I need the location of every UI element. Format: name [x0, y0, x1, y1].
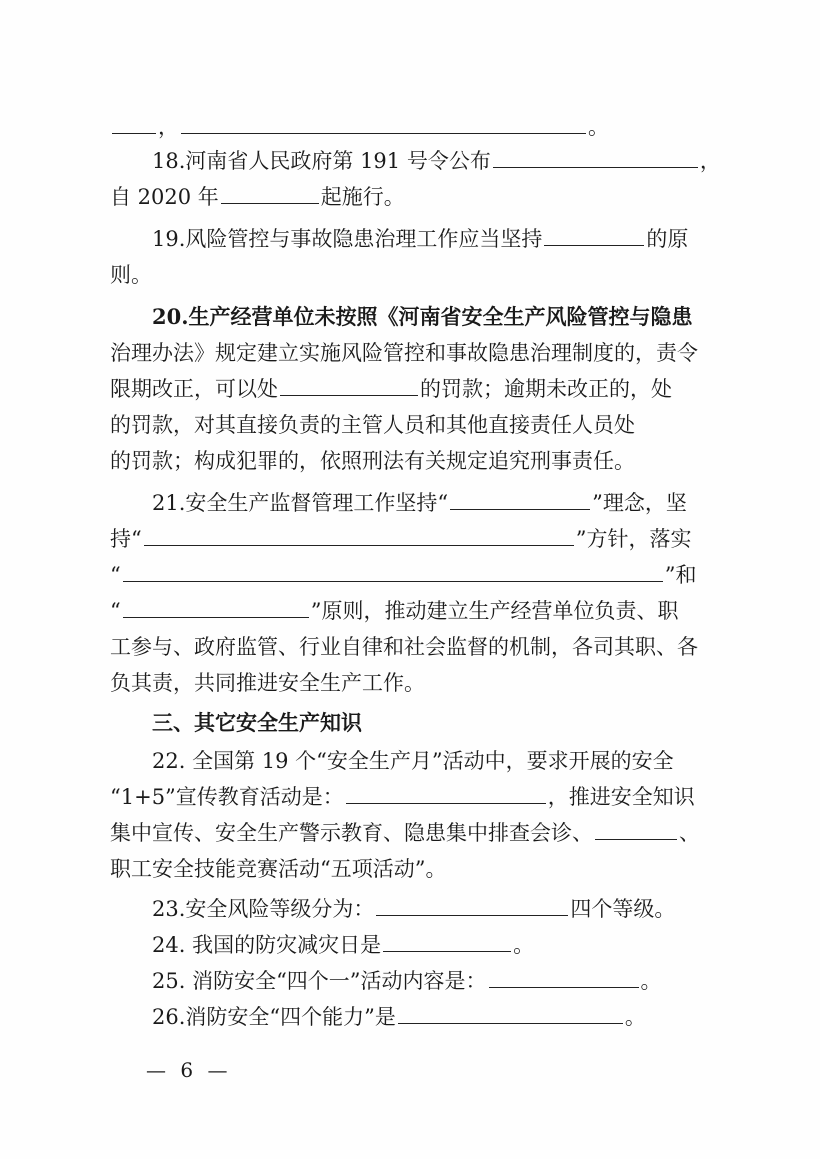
- question-text: ，: [699, 149, 721, 173]
- question-text: 工参与、政府监管、行业自律和社会监督的机制，各司其职、各: [110, 635, 698, 659]
- question-text: 。: [513, 933, 535, 957]
- page-number: — 6 —: [146, 1058, 232, 1082]
- question-18-line-1: [152, 142, 725, 180]
- question-21-line-4: [110, 592, 725, 630]
- question-text: 自 2020 年: [110, 185, 219, 209]
- question-20-line-5: [110, 442, 725, 480]
- punctuation: ，: [158, 115, 179, 139]
- question-text: ”和: [664, 563, 697, 587]
- question-text: 治理办法》规定建立实施风险管控和事故隐患治理制度的，责令: [110, 341, 698, 365]
- question-22-line-4: [110, 850, 725, 888]
- question-text: 18.河南省人民政府第 191 号令公布: [152, 149, 491, 173]
- question-20-line-2: [110, 334, 725, 372]
- question-text: “1+5”宣传教育活动是：: [110, 785, 344, 809]
- answer-blank[interactable]: [221, 179, 319, 204]
- question-18-line-2: [110, 178, 725, 216]
- answer-blank[interactable]: [450, 485, 590, 510]
- question-text: “: [110, 563, 121, 587]
- question-text: 20.生产经营单位未按照《河南省安全生产风险管控与隐患: [152, 304, 693, 329]
- question-text: 的罚款；构成犯罪的，依照刑法有关规定追究刑事责任。: [110, 449, 635, 473]
- section-title: 三、其它安全生产知识: [152, 711, 362, 735]
- answer-blank[interactable]: [346, 779, 546, 804]
- question-21-line-3: [110, 556, 725, 594]
- answer-blank[interactable]: [595, 815, 677, 840]
- question-text: 则。: [110, 263, 152, 287]
- question-text: 四个等级。: [570, 897, 676, 921]
- question-text: ，推进安全知识: [547, 785, 695, 809]
- question-text: 23.安全风险等级分为：: [152, 897, 375, 921]
- question-21-line-1: [152, 484, 725, 522]
- question-19-line-1: [152, 220, 725, 258]
- answer-blank[interactable]: [398, 999, 623, 1024]
- answer-blank[interactable]: [489, 963, 639, 988]
- question-text: 。: [640, 969, 662, 993]
- answer-blank[interactable]: [112, 109, 156, 134]
- question-26-line: [152, 998, 725, 1036]
- question-20-line-3: [110, 370, 725, 408]
- question-21-line-6: [110, 664, 725, 702]
- answer-blank[interactable]: [123, 557, 663, 582]
- question-20-line-4: [110, 406, 725, 444]
- section-heading: [152, 704, 725, 742]
- question-text: 起施行。: [320, 185, 405, 209]
- question-22-line-2: [110, 778, 725, 816]
- punctuation: 。: [588, 115, 609, 139]
- question-text: 的罚款；逾期未改正的，处: [420, 377, 672, 401]
- question-text: 的罚款，对其直接负责的主管人员和其他直接责任人员处: [110, 413, 635, 437]
- question-text: 24. 我国的防灾减灾日是: [152, 933, 382, 957]
- question-text: ”原则，推动建立生产经营单位负责、职: [310, 599, 679, 623]
- question-text: 26.消防安全“四个能力”是: [152, 1005, 396, 1029]
- question-text: “: [110, 599, 121, 623]
- answer-blank[interactable]: [181, 109, 586, 134]
- answer-blank[interactable]: [144, 521, 574, 546]
- question-22-line-3: [110, 814, 725, 852]
- answer-blank[interactable]: [383, 927, 511, 952]
- question-19-line-2: [110, 256, 725, 294]
- answer-blank[interactable]: [544, 221, 644, 246]
- question-text: 的原: [646, 227, 689, 251]
- question-20-line-1: [152, 298, 725, 336]
- question-text: 集中宣传、安全生产警示教育、隐患集中排查会诊、: [110, 821, 593, 845]
- question-text: 25. 消防安全“四个一”活动内容是：: [152, 969, 487, 993]
- answer-blank[interactable]: [280, 371, 418, 396]
- question-text: 、: [679, 821, 700, 845]
- question-text: 19.风险管控与事故隐患治理工作应当坚持: [152, 227, 543, 251]
- question-text: ”理念，坚: [592, 491, 687, 515]
- question-text: 负其责，共同推进安全生产工作。: [110, 671, 425, 695]
- answer-blank[interactable]: [493, 143, 698, 168]
- question-text: 22. 全国第 19 个“安全生产月”活动中，要求开展的安全: [152, 749, 674, 773]
- answer-line-continuation: [110, 108, 725, 146]
- question-text: 职工安全技能竞赛活动“五项活动”。: [110, 857, 447, 881]
- question-25-line: [152, 962, 725, 1000]
- question-text: ”方针，落实: [575, 527, 692, 551]
- question-text: 持“: [110, 527, 142, 551]
- question-21-line-2: [110, 520, 725, 558]
- question-text: 限期改正，可以处: [110, 377, 278, 401]
- answer-blank[interactable]: [123, 593, 309, 618]
- answer-blank[interactable]: [376, 891, 568, 916]
- question-23-line: [152, 890, 725, 928]
- question-text: 21.安全生产监督管理工作坚持“: [152, 491, 449, 515]
- question-text: 。: [624, 1005, 646, 1029]
- question-21-line-5: [110, 628, 725, 666]
- question-24-line: [152, 926, 725, 964]
- question-22-line-1: [152, 742, 725, 780]
